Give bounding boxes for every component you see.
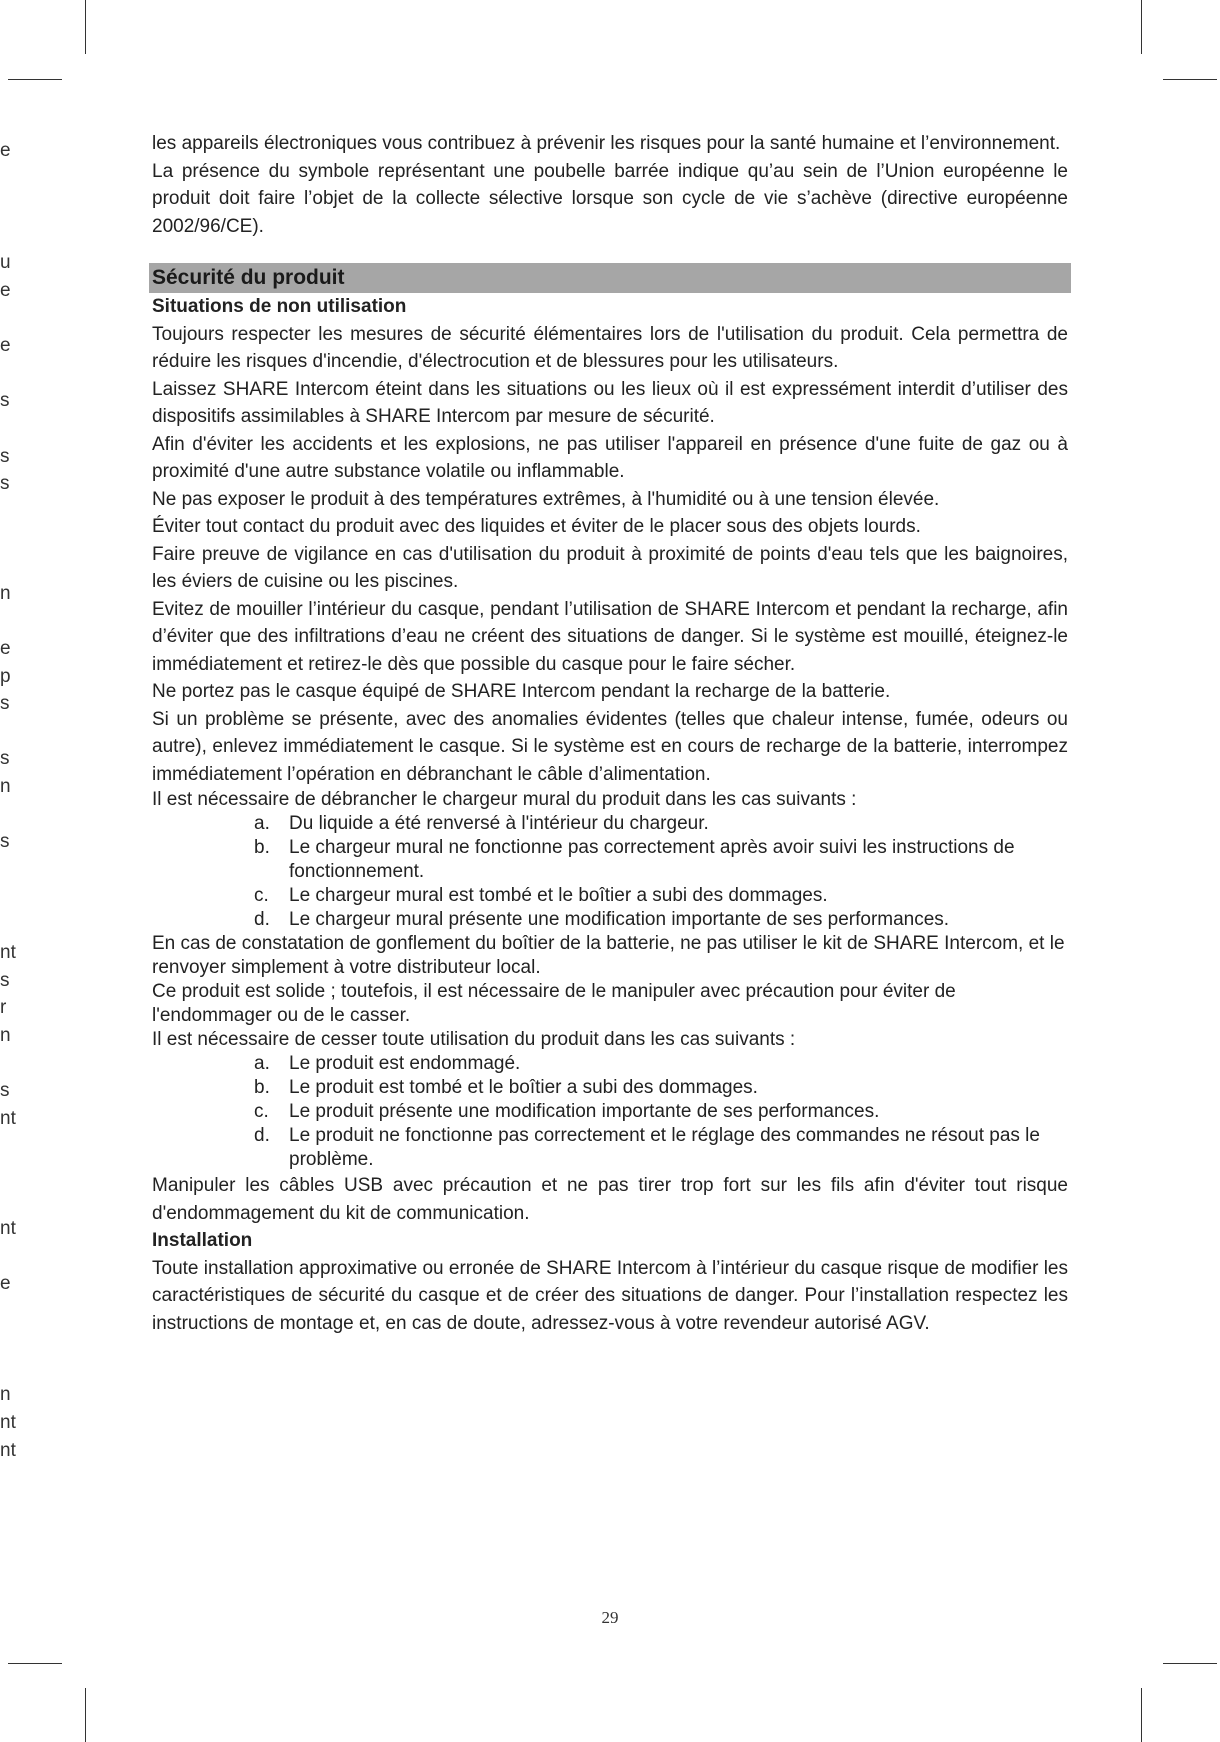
- margin-fragment: nt: [0, 1218, 16, 1239]
- margin-fragment: e: [0, 335, 11, 356]
- margin-fragment: u: [0, 252, 11, 273]
- charger-list-intro: Il est nécessaire de débrancher le chargeur mural du produit dans les cas suivants :: [152, 789, 857, 810]
- list-text: Le chargeur mural ne fonctionne pas correctement après avoir suivi les instructions de fonctionnement.: [289, 837, 1015, 882]
- list-item: [152, 908, 1068, 932]
- margin-fragment: nt: [0, 1108, 16, 1129]
- safety-paragraph: Laissez SHARE Intercom éteint dans les situations ou les lieux où il est expressément interdit d’utiliser des dispositifs assimilables à SHARE Intercom par mesure de sécurité.: [152, 378, 1068, 427]
- intro-paragraph: les appareils électroniques vous contribuez à prévenir les risques pour la santé humaine et l’environnement.: [152, 133, 1061, 154]
- list-item: [152, 884, 1068, 908]
- safety-paragraph: Toujours respecter les mesures de sécurité élémentaires lors de l'utilisation du produit. Cela permettra de réduire les risques d'incendie, d'électrocution et de blessures pour les utilisateurs.: [152, 323, 1068, 372]
- margin-fragment: s: [0, 473, 10, 494]
- margin-fragment: n: [0, 776, 11, 797]
- crop-mark-top-left-vertical: [85, 0, 86, 54]
- margin-fragment: s: [0, 831, 10, 852]
- list-letter: b.: [254, 1077, 270, 1098]
- margin-fragment: n: [0, 583, 11, 604]
- margin-fragment: n: [0, 1025, 11, 1046]
- safety-paragraph: Si un problème se présente, avec des anomalies évidentes (telles que chaleur intense, fumée, odeurs ou autre), enlevez immédiatement le casque. Si le système est en cours de recharge de la batterie, interrompez immédiatement l’opération en débranchant le câble d’alimentation.: [152, 708, 1068, 785]
- list-text: Le produit présente une modification importante de ses performances.: [289, 1101, 880, 1122]
- margin-fragment: e: [0, 140, 11, 161]
- margin-fragment: s: [0, 446, 10, 467]
- margin-fragment: n: [0, 1384, 11, 1405]
- crop-mark-bottom-right-vertical: [1141, 1688, 1142, 1742]
- margin-fragment: e: [0, 1273, 11, 1294]
- margin-fragment: r: [0, 997, 7, 1018]
- stop-list: [152, 1052, 1068, 1172]
- list-letter: c.: [254, 885, 269, 906]
- list-item: [152, 836, 1068, 884]
- handling-paragraph: Ce produit est solide ; toutefois, il est nécessaire de le manipuler avec précaution pour éviter de l'endommager ou de le casser.: [152, 981, 956, 1026]
- margin-fragment: s: [0, 693, 10, 714]
- crop-mark-top-right-horizontal: [1163, 79, 1217, 80]
- safety-paragraph: Ne portez pas le casque équipé de SHARE Intercom pendant la recharge de la batterie.: [152, 681, 891, 702]
- list-letter: c.: [254, 1101, 269, 1122]
- page-content: [152, 130, 1068, 1337]
- battery-paragraph: En cas de constatation de gonflement du boîtier de la batterie, ne pas utiliser le kit de SHARE Intercom, et le renvoyer simplement à votre distributeur local.: [152, 933, 1065, 978]
- list-item: [152, 1052, 1068, 1076]
- subheading-installation: Installation: [152, 1230, 253, 1251]
- list-letter: b.: [254, 837, 270, 858]
- list-letter: a.: [254, 1053, 270, 1074]
- list-text: Le produit ne fonctionne pas correctement et le réglage des commandes ne résout pas le problème.: [289, 1125, 1040, 1170]
- safety-paragraph: Afin d'éviter les accidents et les explosions, ne pas utiliser l'appareil en présence d'une fuite de gaz ou à proximité d'une autre substance volatile ou inflammable.: [152, 433, 1068, 482]
- margin-fragment: p: [0, 666, 11, 687]
- margin-fragment: s: [0, 748, 10, 769]
- list-item: [152, 1100, 1068, 1124]
- margin-fragment: s: [0, 390, 10, 411]
- safety-paragraph: Faire preuve de vigilance en cas d'utilisation du produit à proximité de points d'eau tels que les baignoires, les éviers de cuisine ou les piscines.: [152, 543, 1068, 592]
- list-text: Le chargeur mural est tombé et le boîtier a subi des dommages.: [289, 885, 828, 906]
- margin-fragment: nt: [0, 1440, 16, 1461]
- section-title-bar: [149, 263, 1071, 293]
- list-item: [152, 812, 1068, 836]
- installation-paragraph: Toute installation approximative ou erronée de SHARE Intercom à l’intérieur du casque risque de modifier les caractéristiques de sécurité du casque et de créer des situations de danger. Pour l’installation respectez les instructions de montage et, en cas de doute, adressez-vous à votre revendeur autorisé AGV.: [152, 1257, 1068, 1334]
- page-number: 29: [601, 1608, 619, 1627]
- crop-mark-top-left-horizontal: [8, 79, 62, 80]
- crop-mark-bottom-left-vertical: [85, 1688, 86, 1742]
- margin-fragment: s: [0, 970, 10, 991]
- crop-mark-bottom-left-horizontal: [8, 1663, 62, 1664]
- list-text: Le chargeur mural présente une modification importante de ses performances.: [289, 909, 950, 930]
- safety-paragraph: Ne pas exposer le produit à des températures extrêmes, à l'humidité ou à une tension élevée.: [152, 488, 940, 510]
- stop-list-intro: Il est nécessaire de cesser toute utilisation du produit dans les cas suivants :: [152, 1029, 796, 1050]
- margin-fragment: e: [0, 280, 11, 301]
- list-text: Du liquide a été renversé à l'intérieur du chargeur.: [289, 813, 709, 834]
- list-item: [152, 1124, 1068, 1172]
- list-letter: d.: [254, 909, 270, 930]
- list-text: Le produit est tombé et le boîtier a subi des dommages.: [289, 1077, 758, 1098]
- margin-fragment: nt: [0, 1412, 16, 1433]
- subheading-non-use: Situations de non utilisation: [152, 296, 407, 317]
- safety-paragraph: Evitez de mouiller l’intérieur du casque, pendant l’utilisation de SHARE Intercom et pendant la recharge, afin d’éviter que des infiltrations d’eau ne créent des situations de danger. Si le système est mouillé, éteignez-le immédiatement et retirez-le dès que possible du casque pour le faire sécher.: [152, 598, 1068, 675]
- list-text: Le produit est endommagé.: [289, 1053, 521, 1074]
- margin-fragment: e: [0, 638, 11, 659]
- safety-paragraph: Éviter tout contact du produit avec des liquides et éviter de le placer sous des objets lourds.: [152, 516, 921, 537]
- list-item: [152, 1076, 1068, 1100]
- usb-paragraph: Manipuler les câbles USB avec précaution et ne pas tirer trop fort sur les fils afin d'éviter tout risque d'endommagement du kit de communication.: [152, 1175, 1068, 1224]
- margin-fragment: s: [0, 1080, 10, 1101]
- list-letter: d.: [254, 1125, 270, 1146]
- intro-paragraph: La présence du symbole représentant une poubelle barrée indique qu’au sein de l’Union européenne le produit doit faire l’objet de la collecte sélective lorsque son cycle de vie s’achève (directive européenne 2002/96/CE).: [152, 160, 1068, 237]
- list-letter: a.: [254, 813, 270, 834]
- crop-mark-top-right-vertical: [1141, 0, 1142, 54]
- margin-fragment: nt: [0, 942, 16, 963]
- charger-list: [152, 812, 1068, 932]
- section-title: Sécurité du produit: [152, 266, 345, 289]
- crop-mark-bottom-right-horizontal: [1163, 1663, 1217, 1664]
